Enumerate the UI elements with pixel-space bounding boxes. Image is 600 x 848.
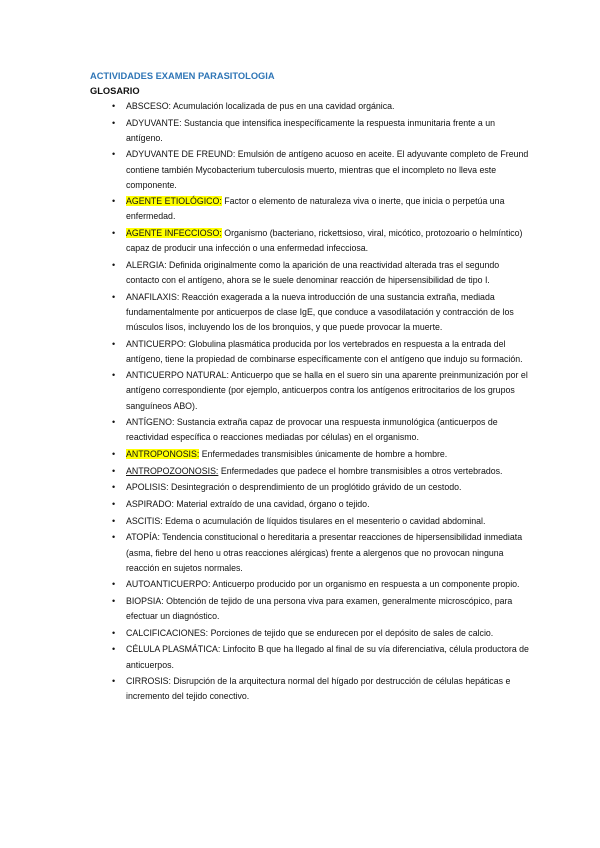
glossary-term: ASCITIS: [126,515,163,526]
glossary-definition: Anticuerpo que se halla en el suero sin una aparente preinmunización por el antígeno correspondiente (por ejemplo, anticuerpos contra los antígenos eritrocitarios de los grupos sanguíneos ABO). [126,370,528,411]
bullet-icon: • [112,499,116,510]
glossary-entry [90,147,530,192]
glossary-entry [90,99,530,114]
bullet-icon: • [112,482,116,493]
glossary-entry [90,447,530,462]
glossary-definition: Factor o elemento de naturaleza viva o inerte, que inicia o perpetúa una enfermedad. [126,196,505,222]
bullet-icon: • [112,228,116,239]
glossary-definition: Acumulación localizada de pus en una cavidad orgánica. [170,101,395,111]
glossary-entry [90,577,530,592]
glossary-definition: Tendencia constitucional o hereditaria a presentar reacciones de hipersensibilidad inmediata (asma, fiebre del heno u otras reacciones alérgicas) frente a alergenos que no provocan ninguna reacción en sujetos normales. [126,532,523,573]
glossary-entry [90,674,530,704]
section-heading: GLOSARIO [90,86,140,96]
glossary-term: CIRROSIS: [126,676,171,687]
glossary-entry [90,626,530,641]
glossary-entry [90,290,530,335]
bullet-icon: • [112,515,116,526]
bullet-icon: • [112,417,116,428]
glossary-entry [90,642,530,672]
glossary-definition: Emulsión de antígeno acuoso en aceite. El adyuvante completo de Freund contiene también Mycobacterium tuberculosis muerto, mientras que el incompleto no lleva este componente. [126,149,529,190]
bullet-icon: • [112,259,116,270]
glossary-definition: Sustancia que intensifica inespecíficamente la respuesta inmunitaria frente a un antígeno. [126,117,496,143]
glossary-term: ADYUVANTE DE FREUND: [126,149,236,160]
bullet-icon: • [112,370,116,381]
bullet-icon: • [112,532,116,543]
glossary-definition: Disrupción de la arquitectura normal del hígado por destrucción de células hepáticas e incremento del tejido conectivo. [126,676,511,702]
bullet-icon: • [112,676,116,687]
glossary-entry [90,497,530,512]
glossary-term: CALCIFICACIONES: [126,627,209,638]
bullet-icon: • [112,338,116,349]
glossary-entry [90,337,530,367]
glossary-term: ANTROPOZOONOSIS: [126,465,219,476]
glossary-definition: Enfermedades transmisibles únicamente de hombre a hombre. [199,449,448,459]
glossary-entry [90,530,530,575]
glossary-term: ANTÍGENO: [126,417,175,428]
glossary-definition: Porciones de tejido que se endurecen por el depósito de sales de calcio. [208,627,494,638]
glossary-definition: Enfermedades que padece el hombre transmisibles a otros vertebrados. [218,465,503,476]
glossary-term: ANTROPONOSIS: [126,449,200,459]
glossary-entry [90,594,530,624]
glossary-entry [90,258,530,288]
glossary-definition: Material extraído de una cavidad, órgano o tejido. [173,499,370,510]
glossary-entry [90,415,530,445]
glossary-entry [90,116,530,146]
bullet-icon: • [112,101,116,111]
glossary-term: ASPIRADO: [126,499,174,510]
document-title: ACTIVIDADES EXAMEN PARASITOLOGIA [90,71,275,81]
glossary-definition: Reacción exagerada a la nueva introducción de una sustancia extraña, mediada fundamentalmente por anticuerpos de clase IgE, que conduce a vasodilatación y contracción de los músculos lisos, incluyendo los de los bronquios, y que puede provocar la muerte. [126,291,514,332]
glossary-definition: Edema o acumulación de líquidos tisulares en el mesenterio o cavidad abdominal. [162,515,486,526]
glossary-term: CÉLULA PLASMÁTICA: [126,644,221,655]
glossary-entry [90,514,530,529]
glossary-entry [90,480,530,495]
bullet-icon: • [112,449,116,459]
bullet-icon: • [112,644,116,655]
bullet-icon: • [112,465,116,476]
glossary-definition: Organismo (bacteriano, rickettsioso, viral, micótico, protozoario o helmíntico) capaz de producir una infección o una enfermedad infecciosa. [126,228,523,254]
glossary-term: AGENTE ETIOLÓGICO: [126,196,222,207]
glossary-entry [90,226,530,256]
bullet-icon: • [112,149,116,160]
glossary-term: BIOPSIA: [126,596,164,606]
bullet-icon: • [112,596,116,606]
glossary-term: ATOPÍA: [126,532,160,543]
bullet-icon: • [112,291,116,302]
glossary-term: ADYUVANTE: [126,117,182,128]
glossary-term: ANAFILAXIS: [126,291,180,302]
glossary-definition: Obtención de tejido de una persona viva para examen, generalmente microscópico, para efectuar un diagnóstico. [126,596,513,622]
bullet-icon: • [112,196,116,207]
glossary-term: APOLISIS: [126,482,169,493]
glossary-term: ANTICUERPO NATURAL: [126,370,229,381]
glossary-list [90,99,530,706]
glossary-entry [90,368,530,413]
glossary-definition: Linfocito B que ha llegado al final de su vía diferenciativa, célula productora de anticuerpos. [126,644,529,670]
glossary-definition: Sustancia extraña capaz de provocar una respuesta inmunológica (anticuerpos de reactividad específica o reacciones mediadas por células) en el organismo. [126,417,498,443]
glossary-term: AGENTE INFECCIOSO: [126,228,222,239]
glossary-definition: Globulina plasmática producida por los vertebrados en respuesta a la entrada del antígeno, tiene la propiedad de combinarse específicamente con el antígeno que indujo su formación. [126,338,523,364]
glossary-definition: Desintegración o desprendimiento de un proglótido grávido de un cestodo. [168,482,462,493]
bullet-icon: • [112,627,116,638]
bullet-icon: • [112,579,116,590]
bullet-icon: • [112,117,116,128]
glossary-term: ABSCESO: [126,101,171,111]
glossary-entry [90,464,530,479]
glossary-term: ANTICUERPO: [126,338,187,349]
glossary-term: ALERGIA: [126,259,167,270]
glossary-definition: Definida originalmente como la aparición de una reactividad alterada tras el segundo contacto con el antígeno, ahora se le suele denominar reacción de hipersensibilidad de tipo I. [126,259,500,285]
glossary-entry [90,194,530,224]
glossary-definition: Anticuerpo producido por un organismo en respuesta a un componente propio. [210,579,520,590]
glossary-term: AUTOANTICUERPO: [126,579,211,590]
